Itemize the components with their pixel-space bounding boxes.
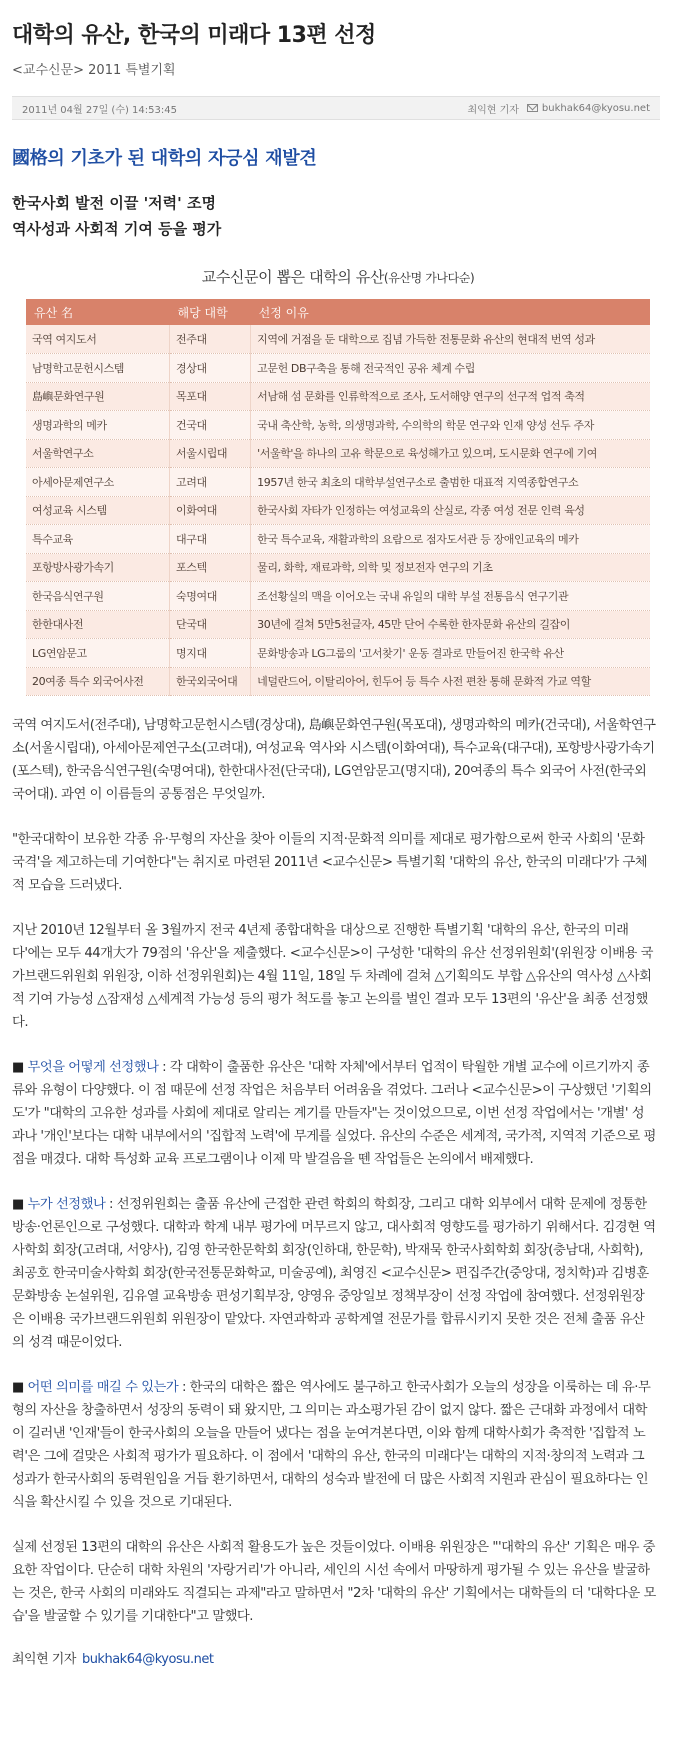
table-cell: 이화여대 [170, 496, 251, 525]
table-cell: 단국대 [170, 610, 251, 639]
table-title [26, 266, 650, 287]
article-title: 대학의 유산, 한국의 미래다 13편 선정 [12, 23, 376, 48]
table-cell: 숙명여대 [170, 582, 251, 611]
table-cell: 목포대 [170, 382, 251, 411]
article-headline: 國格의 기초가 된 대학의 자긍심 재발견 [12, 148, 317, 169]
body-paragraph: 실제 선정된 13편의 대학의 유산은 사회적 활용도가 높은 것들이었다. 이배용 위원장은 "'대학의 유산' 기획은 매우 중요한 작업이다. 단순히 대학 차원의 '자랑거리'가 아니라, 세인의 시선 속에서 마땅하게 평가될 수 있는 유산을 발굴하는 것은, 한국 사회의 미래와도 직결되는 과제"라고 말하면서 "2차 '대학의 유산' 기획에서는 대학들의 더 '대학다운 모습'을 발굴할 수 있기를 기대한다"고 말했다. [12, 1540, 656, 1624]
body-section [12, 1056, 656, 1171]
table-cell: 여성교육 시스템 [26, 496, 170, 525]
table-row [26, 667, 650, 696]
article-body [12, 714, 660, 1671]
table-cell: 20여종 특수 외국어사전 [26, 667, 170, 696]
table-row [26, 354, 650, 383]
article-author: 최익현 기자 [467, 104, 519, 116]
section-heading: 누가 선정했나 [27, 1197, 106, 1212]
table-cell: 전주대 [170, 325, 251, 354]
table-cell: '서울학'을 하나의 고유 학문으로 육성해가고 있으며, 도시문화 연구에 기여 [251, 439, 650, 468]
table-cell: 건국대 [170, 411, 251, 440]
table-row [26, 382, 650, 411]
section-heading: 무엇을 어떻게 선정했나 [27, 1060, 159, 1075]
body-paragraph: 국역 여지도서(전주대), 남명학고문헌시스템(경상대), 島嶼문화연구원(목포대), 생명과학의 메카(건국대), 서울학연구소(서울시립대), 아세아문제연구소(고려대), 여성교육 역사와 시스템(이화여대), 특수교육(대구대), 포항방사광가속기(포스텍), 한국음식연구원(숙명여대), 한한대사전(단국대), LG연암문고(명지대), 20여종의 특수 외국어 사전(한국외국어대). 과연 이 이름들의 공통점은 무엇일까. [12, 718, 656, 802]
table-row [26, 468, 650, 497]
table-cell: 1957년 한국 최초의 대학부설연구소로 출범한 대표적 지역종합연구소 [251, 468, 650, 497]
table-row [26, 610, 650, 639]
section-marker: ■ [12, 1380, 24, 1395]
table-header-row [26, 299, 650, 325]
table-cell: 특수교육 [26, 525, 170, 554]
table-cell: 한국외국어대 [170, 667, 251, 696]
table-cell: 대구대 [170, 525, 251, 554]
table-cell: 서남해 섬 문화를 인류학적으로 조사, 도서해양 연구의 선구적 업적 축적 [251, 382, 650, 411]
table-cell: 아세아문제연구소 [26, 468, 170, 497]
table-title-note: (유산명 가나다순) [383, 271, 475, 285]
table-row [26, 411, 650, 440]
byline-name: 최익현 기자 [12, 1652, 76, 1667]
section-text: : 한국의 대학은 짧은 역사에도 불구하고 한국사회가 오늘의 성장을 이룩하는 데 유·무형의 자산을 창출하면서 성장의 동력이 돼 왔지만, 그 의미는 과소평가된 감이 없지 않다. 짧은 근대화 과정에서 대학이 길러낸 '인재'들이 한국사회의 오늘을 만들어 냈다는 점을 눈여겨본다면, 이와 함께 대학사회가 축적한 '집합적 노력'은 그에 걸맞은 사회적 평가가 필요하다. 이 점에서 '대학의 유산, 한국의 미래다'는 대학의 지적·창의적 노력과 그 성과가 한국사회의 동력원임을 거듭 환기하면서, 대학의 성숙과 발전에 더 많은 사회적 지원과 관심이 필요하다는 인식을 확산시킬 수 있을 것으로 기대된다. [12, 1380, 651, 1510]
section-marker: ■ [12, 1060, 24, 1075]
table-row [26, 325, 650, 354]
section-text: : 각 대학이 출품한 유산은 '대학 자체'에서부터 업적이 탁월한 개별 교수에 이르기까지 종류와 유형이 다양했다. 이 점 때문에 선정 작업은 처음부터 어려움을 겪었다. 그러나 <교수신문>이 구상했던 '기획의도'가 "대학의 고유한 성과를 사회에 제대로 알리는 계기를 만들자"는 것이었으므로, 이번 선정 작업에서는 '개별' 성과나 '개인'보다는 대학 내부에서의 '집합적 노력'에 무게를 실었다. 유산의 수준은 세계적, 국가적, 지역적 기준으로 평점을 매겼다. 대학 특성화 교육 프로그램이나 이제 막 발걸음을 뗀 작업들은 논의에서 배제했다. [12, 1060, 656, 1167]
table-cell: LG연암문고 [26, 639, 170, 668]
table-cell: 한국 특수교육, 재활과학의 요람으로 점자도서관 등 장애인교육의 메카 [251, 525, 650, 554]
table-row [26, 496, 650, 525]
table-cell: 고려대 [170, 468, 251, 497]
table-cell: 국역 여지도서 [26, 325, 170, 354]
byline-email-link[interactable]: bukhak64@kyosu.net [81, 1652, 214, 1667]
table-title-text: 교수신문이 뽑은 대학의 유산 [201, 268, 384, 286]
table-row [26, 525, 650, 554]
table-cell: 한국음식연구원 [26, 582, 170, 611]
article-series: <교수신문> 2011 특별기획 [12, 63, 176, 78]
article-date: 2011년 04월 27일 (수) 14:53:45 [22, 104, 177, 116]
mail-icon [527, 104, 538, 112]
table-cell: 서울학연구소 [26, 439, 170, 468]
table-row [26, 582, 650, 611]
section-heading: 어떤 의미를 매길 수 있는가 [27, 1380, 179, 1395]
table-cell: 서울시립대 [170, 439, 251, 468]
table-header-cell: 해당 대학 [170, 299, 251, 325]
table-cell: 포항방사광가속기 [26, 553, 170, 582]
table-cell: 고문헌 DB구축을 통해 전국적인 공유 체계 수립 [251, 354, 650, 383]
table-cell: 포스텍 [170, 553, 251, 582]
table-cell: 지역에 거점을 둔 대학으로 집념 가득한 전통문화 유산의 현대적 번역 성과 [251, 325, 650, 354]
body-section [12, 1193, 656, 1354]
body-paragraph: 지난 2010년 12월부터 올 3월까지 전국 4년제 종합대학을 대상으로 진행한 특별기획 '대학의 유산, 한국의 미래다'에는 모두 44개大가 79점의 '유산'을 제출했다. <교수신문>이 구성한 '대학의 유산 선정위원회'(위원장 이배용 국가브랜드위원회 위원장, 이하 선정위원회)는 4월 11일, 18일 두 차례에 걸쳐 △기획의도 부합 △유산의 역사성 △사회적 기여 가능성 △잠재성 △세계적 가능성 등의 평가 척도를 놓고 논의를 벌인 결과 모두 13편의 '유산'을 최종 선정했다. [12, 923, 653, 1030]
table-row [26, 439, 650, 468]
article-email-link[interactable]: bukhak64@kyosu.net [541, 102, 650, 114]
table-header-cell: 선정 이유 [251, 299, 650, 325]
table-row [26, 639, 650, 668]
body-section [12, 1376, 656, 1514]
article-subheads [12, 190, 660, 242]
article-meta-bar [12, 96, 660, 120]
body-paragraph: "한국대학이 보유한 각종 유·무형의 자산을 찾아 이들의 지적·문화적 의미를 제대로 평가함으로써 한국 사회의 '문화 국격'을 제고하는데 기여한다"는 취지로 마련된 2011년 <교수신문> 특별기획 '대학의 유산, 한국의 미래다'가 구체적 모습을 드러냈다. [12, 832, 648, 893]
table-row [26, 553, 650, 582]
table-cell: 島嶼문화연구원 [26, 382, 170, 411]
table-cell: 경상대 [170, 354, 251, 383]
table-cell: 네덜란드어, 이탈리아어, 힌두어 등 특수 사전 편찬 통해 문화적 가교 역할 [251, 667, 650, 696]
table-cell: 생명과학의 메카 [26, 411, 170, 440]
table-cell: 조선황실의 맥을 이어오는 국내 유일의 대학 부설 전통음식 연구기관 [251, 582, 650, 611]
section-text: : 선정위원회는 출품 유산에 근접한 관련 학회의 학회장, 그리고 대학 외부에서 대학 문제에 정통한 방송·언론인으로 구성했다. 대학과 학계 내부 평가에 머무르지 않고, 대사회적 영향도를 평가하기 위해서다. 김경현 역사학회 회장(고려대, 서양사), 김영 한국한문학회 회장(인하대, 한문학), 박재묵 한국사회학회 회장(충남대, 사회학), 최공호 한국미술사학회 회장(한국전통문화학교, 미술공예), 최영진 <교수신문> 편집주간(중앙대, 정치학)과 김병훈 문화방송 논설위원, 김유열 교육방송 편성기획부장, 양영유 중앙일보 정책부장이 선정 작업에 참여했다. 선정위원장은 이배용 국가브랜드위원회 위원장이 맡았다. 자연과학과 공학계열 전문가를 합류시키지 못한 것은 전체 출품 유산의 성격 때문이었다. [12, 1197, 656, 1350]
table-body [26, 325, 650, 696]
table-cell: 물리, 화학, 재료과학, 의학 및 정보전자 연구의 기초 [251, 553, 650, 582]
article-byline [12, 1648, 656, 1671]
table-cell: 남명학고문헌시스템 [26, 354, 170, 383]
heritage-table [26, 299, 650, 696]
table-cell: 국내 축산학, 농학, 의생명과학, 수의학의 학문 연구와 인재 양성 선두 주자 [251, 411, 650, 440]
subhead-line: 한국사회 발전 이끌 '저력' 조명 [12, 194, 216, 212]
section-marker: ■ [12, 1197, 24, 1212]
table-cell: 한국사회 자타가 인정하는 여성교육의 산실로, 각종 여성 전문 인력 육성 [251, 496, 650, 525]
table-cell: 30년에 걸쳐 5만5천글자, 45만 단어 수록한 한자문화 유산의 길잡이 [251, 610, 650, 639]
article-author-info [467, 101, 650, 116]
table-cell: 명지대 [170, 639, 251, 668]
table-cell: 문화방송과 LG그룹의 '고서찾기' 운동 결과로 만들어진 한국학 유산 [251, 639, 650, 668]
table-cell: 한한대사전 [26, 610, 170, 639]
heritage-table-figure [26, 266, 650, 696]
subhead-line: 역사성과 사회적 기여 등을 평가 [12, 220, 222, 238]
table-header-cell: 유산 名 [26, 299, 170, 325]
